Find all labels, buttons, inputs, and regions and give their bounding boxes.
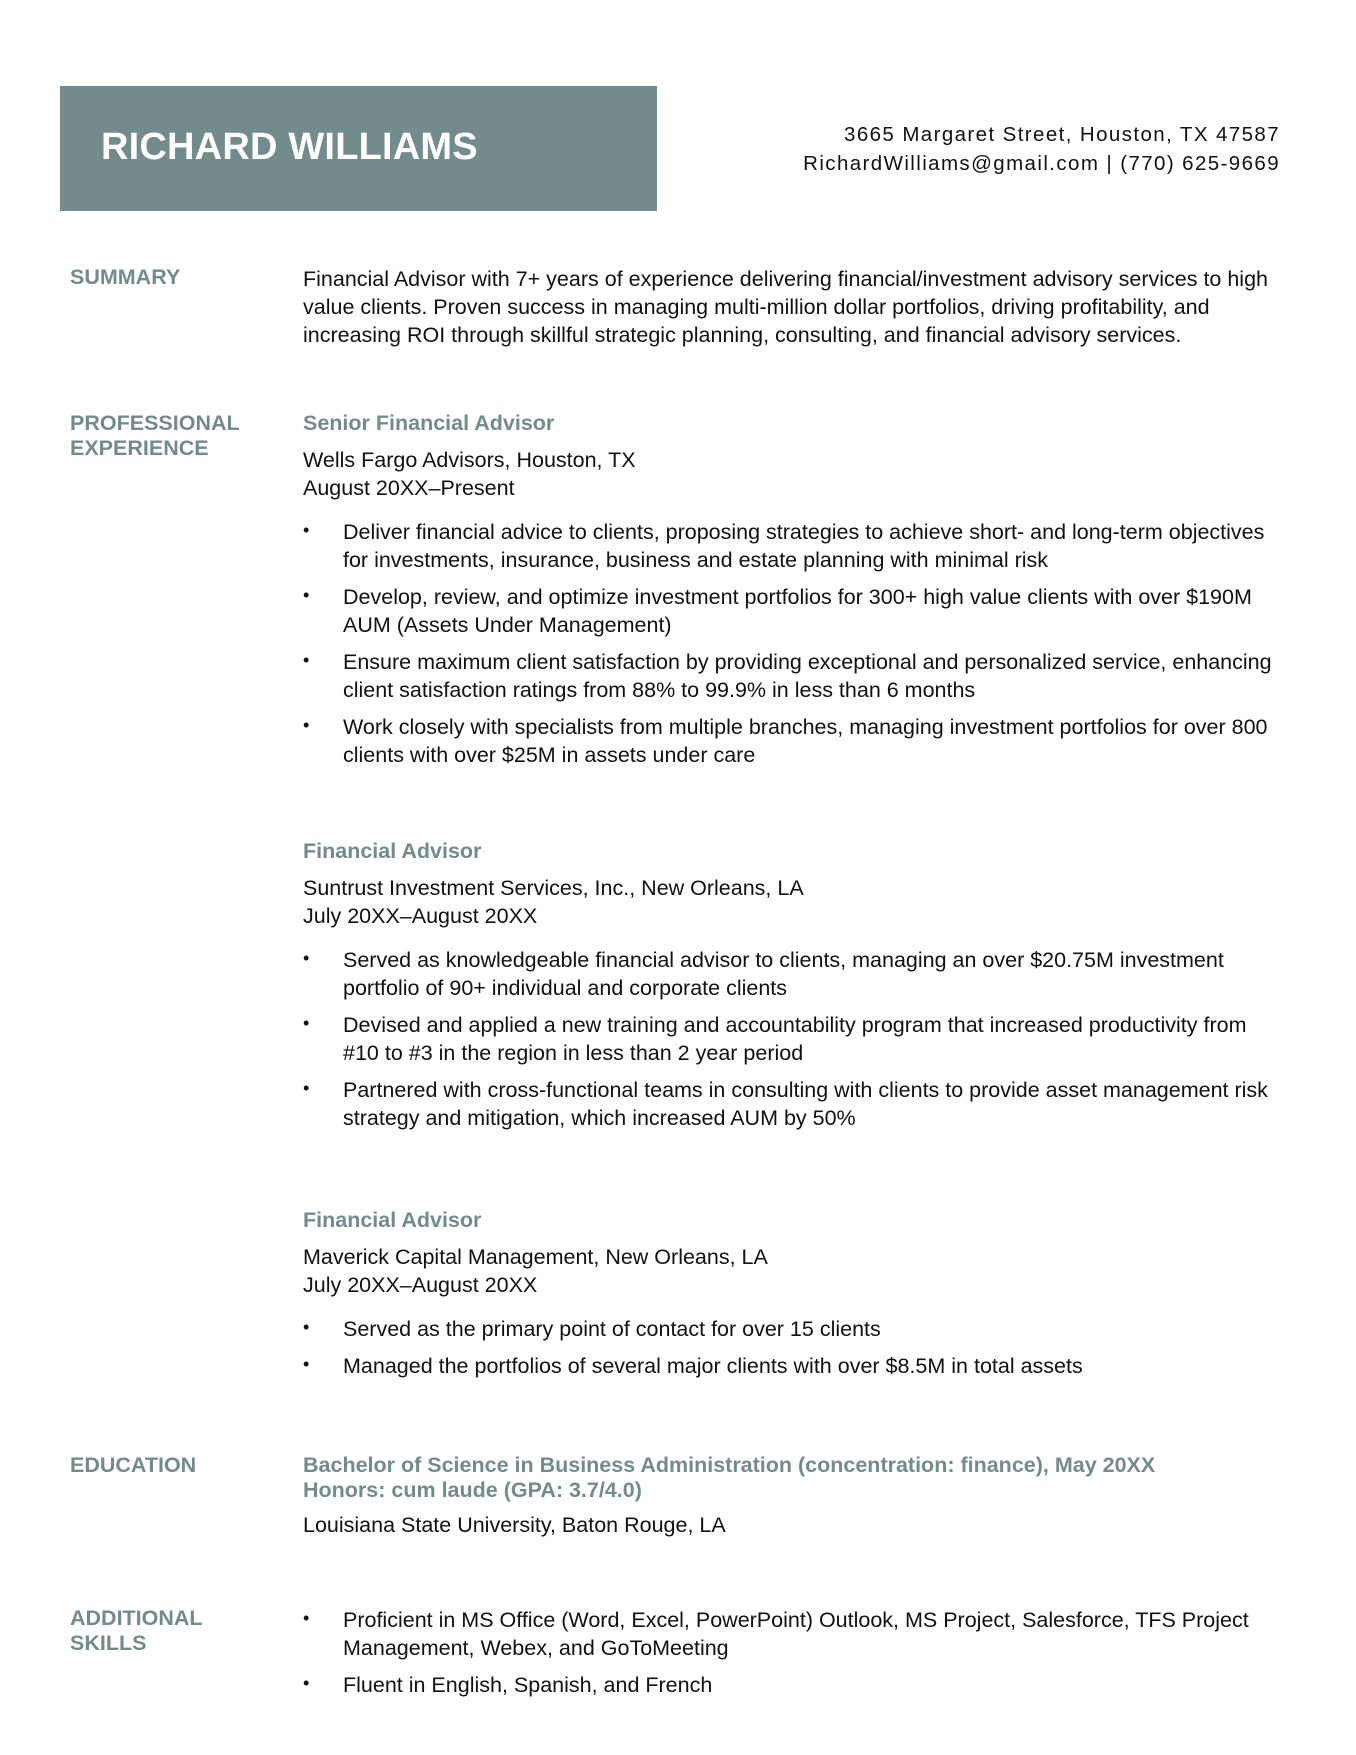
experience-label — [70, 411, 270, 461]
list-item — [303, 648, 1286, 704]
bullet-text: Partnered with cross-functional teams in consulting with clients to provide asset management risk strategy and mitigation, which increased AUM by 50% — [343, 1078, 1268, 1130]
job-company: Wells Fargo Advisors, Houston, TX — [303, 448, 636, 472]
bullet-icon: • — [303, 948, 310, 968]
list-item — [303, 1011, 1286, 1067]
skills-label — [70, 1606, 270, 1656]
list-item — [303, 1352, 1286, 1380]
education-school: Louisiana State University, Baton Rouge, LA — [303, 1513, 726, 1537]
skills-body — [303, 1606, 1286, 1708]
education-body — [303, 1453, 1286, 1539]
bullet-icon: • — [303, 1608, 310, 1628]
bullet-icon: • — [303, 1354, 310, 1374]
list-item — [303, 1076, 1286, 1132]
bullet-text: Devised and applied a new training and accountability program that increased productivity from #10 to #3 in the region in less than 2 year period — [343, 1013, 1247, 1065]
bullet-icon: • — [303, 715, 310, 735]
skills-label-line1: ADDITIONAL — [70, 1606, 203, 1630]
bullet-text: Fluent in English, Spanish, and French — [343, 1673, 713, 1697]
job-entry — [303, 411, 1286, 778]
job-dates: July 20XX–August 20XX — [303, 1273, 538, 1297]
job-bullets — [303, 518, 1286, 769]
job-company: Maverick Capital Management, New Orleans, LA — [303, 1245, 768, 1269]
list-item — [303, 946, 1286, 1002]
contact-email-phone: RichardWilliams@gmail.com | (770) 625-9669 — [803, 152, 1280, 175]
experience-label-line1: PROFESSIONAL — [70, 411, 240, 435]
job-dates: August 20XX–Present — [303, 476, 515, 500]
list-item — [303, 583, 1286, 639]
list-item — [303, 518, 1286, 574]
bullet-icon: • — [303, 1013, 310, 1033]
summary-body — [303, 265, 1286, 349]
job-bullets — [303, 946, 1286, 1132]
skills-bullets — [303, 1606, 1286, 1699]
bullet-icon: • — [303, 585, 310, 605]
job-company: Suntrust Investment Services, Inc., New Orleans, LA — [303, 876, 804, 900]
summary-label: SUMMARY — [70, 265, 181, 289]
list-item — [303, 1671, 1286, 1699]
bullet-text: Ensure maximum client satisfaction by providing exceptional and personalized service, enhancing client satisfaction ratings from 88% to 99.9% in less than 6 months — [343, 650, 1272, 702]
bullet-icon: • — [303, 1078, 310, 1098]
job-bullets — [303, 1315, 1286, 1380]
experience-label-line2: EXPERIENCE — [70, 436, 209, 460]
summary-text: Financial Advisor with 7+ years of experience delivering financial/investment advisory services to high value clients. Proven success in managing multi-million dollar portfolios, driving profitability, and increasing ROI through skillful strategic planning, consulting, and financial advisory services. — [303, 267, 1268, 347]
bullet-text: Work closely with specialists from multiple branches, managing investment portfolios for over 800 clients with over $25M in assets under care — [343, 715, 1268, 767]
bullet-icon: • — [303, 1317, 310, 1337]
education-label: EDUCATION — [70, 1453, 197, 1477]
education-degree: Bachelor of Science in Business Administration (concentration: finance), May 20XX — [303, 1453, 1156, 1477]
list-item — [303, 713, 1286, 769]
job-dates: July 20XX–August 20XX — [303, 904, 538, 928]
candidate-name: RICHARD WILLIAMS — [101, 126, 478, 168]
education-honors: Honors: cum laude (GPA: 3.7/4.0) — [303, 1478, 642, 1502]
skills-label-line2: SKILLS — [70, 1631, 147, 1655]
bullet-icon: • — [303, 650, 310, 670]
job-title: Financial Advisor — [303, 839, 482, 863]
bullet-text: Develop, review, and optimize investment portfolios for 300+ high value clients with over $190M AUM (Assets Under Management) — [343, 585, 1252, 637]
contact-info — [803, 120, 1280, 178]
bullet-icon: • — [303, 1673, 310, 1693]
job-entry — [303, 839, 1286, 1141]
bullet-text: Deliver financial advice to clients, proposing strategies to achieve short- and long-term objectives for investments, insurance, business and estate planning with minimal risk — [343, 520, 1265, 572]
job-entry — [303, 1208, 1286, 1389]
job-title: Senior Financial Advisor — [303, 411, 555, 435]
bullet-text: Served as the primary point of contact for over 15 clients — [343, 1317, 881, 1341]
bullet-text: Managed the portfolios of several major clients with over $8.5M in total assets — [343, 1354, 1083, 1378]
bullet-icon: • — [303, 520, 310, 540]
job-title: Financial Advisor — [303, 1208, 482, 1232]
name-banner — [60, 86, 657, 211]
contact-address: 3665 Margaret Street, Houston, TX 47587 — [844, 123, 1280, 146]
bullet-text: Proficient in MS Office (Word, Excel, PowerPoint) Outlook, MS Project, Salesforce, TFS Project Management, Webex, and GoToMeeting — [343, 1608, 1249, 1660]
bullet-text: Served as knowledgeable financial advisor to clients, managing an over $20.75M investment portfolio of 90+ individual and corporate clients — [343, 948, 1224, 1000]
list-item — [303, 1606, 1286, 1662]
list-item — [303, 1315, 1286, 1343]
